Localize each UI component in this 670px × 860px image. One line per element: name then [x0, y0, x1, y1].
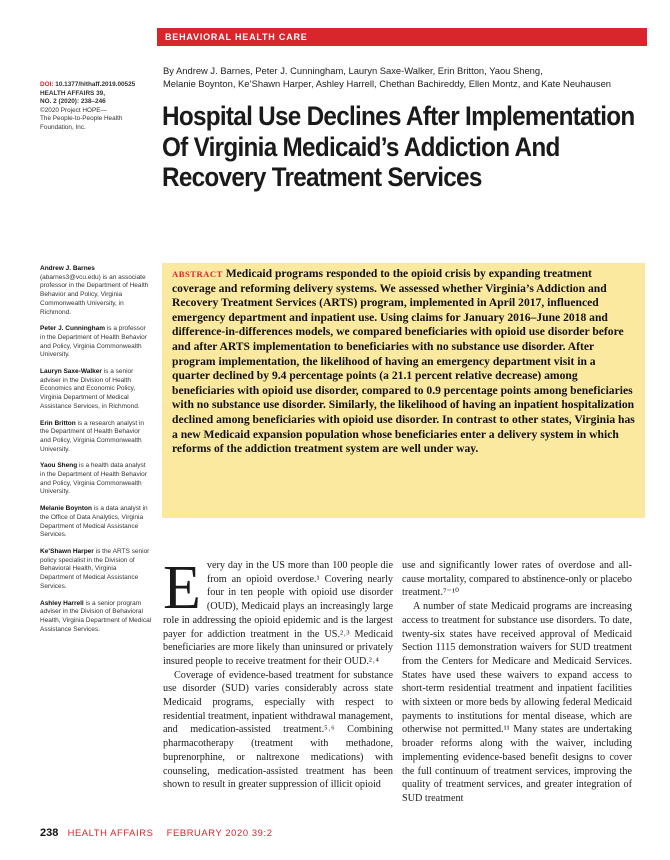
- bio-name: Ashley Harrell: [40, 599, 84, 607]
- bio-text: is a data analyst in the Office of Data Analytics, Virginia Department of Medical Assistance Services.: [40, 505, 148, 539]
- body-paragraph: use and significantly lower rates of overdose and all-cause mortality, compared to abstinence-only or placebo treatment.⁷⁻¹⁰: [402, 560, 632, 599]
- footer-journal: HEALTH AFFAIRS: [67, 827, 154, 838]
- body-paragraph: Coverage of evidence-based treatment for substance use disorder (SUD) varies considerably across state Medicaid programs, especially with respect to residential treatment, inpatient withdrawal management, and medication-assisted treatment.⁵˒⁶ Combining pharmacotherapy (treatment with methadone, buprenorphine, or naltrexone medications) with counseling, medication-assisted treatment has been shown to result in greater suppression of illicit opioid: [163, 669, 393, 791]
- author-bio: [40, 505, 152, 540]
- bio-name: Melanie Boynton: [40, 505, 93, 513]
- journal-issue: NO. 2 (2020): 238–246: [40, 98, 106, 106]
- author-bio: [40, 265, 152, 317]
- doi-label: DOI:: [40, 81, 54, 88]
- section-banner: BEHAVIORAL HEALTH CARE: [157, 28, 647, 46]
- author-bio: [40, 462, 152, 497]
- copyright: ©2020 Project HOPE—: [40, 106, 107, 114]
- bio-text: is a senior program adviser in the Division of Behavioral Health, Virginia Department of Medical Assistance Services.: [40, 599, 152, 633]
- body-column-2: [402, 559, 632, 806]
- bio-text: is a research analyst in the Department of Health Behavior and Policy, Virginia Commonwealth University.: [40, 419, 145, 453]
- abstract-label: ABSTRACT: [172, 269, 223, 279]
- page-number: 238: [40, 827, 59, 839]
- bio-name: Erin Britton: [40, 419, 76, 427]
- doi-link[interactable]: 10.1377/hlthaff.2019.00525: [55, 81, 136, 88]
- bio-text: is a health data analyst in the Department of Health Behavior and Policy, Virginia Commonwealth University.: [40, 462, 147, 496]
- abstract-box: [162, 263, 645, 518]
- article-metadata: [40, 81, 152, 133]
- abstract-text: Medicaid programs responded to the opioid crisis by expanding treatment coverage and reforming delivery systems. We assessed whether Virginia’s Addiction and Recovery Treatment Services (ARTS) program, implemented in April 2017, influenced emergency department and inpatient use. Using claims for January 2016–June 2018 and difference-in-differences models, we compared beneficiaries with opioid use disorder before and after ARTS implementation to beneficiaries with no substance use disorder. After program implementation, the likelihood of having an emergency department visit in a quarter declined by 9.4 percentage points (a 21.1 percent relative decrease) among beneficiaries with opioid use disorder, compared to 0.9 percentage points among beneficiaries with no substance use disorder. Similarly, the likelihood of having an inpatient hospitalization declined among beneficiaries with opioid use disorder. In contrast to other states, Virginia has a new Medicaid expansion population whose beneficiaries enter a delivery system in which reforms of the addiction treatment system are well under way.: [172, 267, 635, 456]
- doi-line: [40, 81, 152, 90]
- bio-name: Ke’Shawn Harper: [40, 547, 94, 555]
- author-line-1: By Andrew J. Barnes, Peter J. Cunningham, Lauryn Saxe-Walker, Erin Britton, Yaou Sheng,: [163, 65, 543, 76]
- author-bio: [40, 548, 152, 592]
- article-title: Hospital Use Declines After Implementation Of Virginia Medicaid’s Addiction And Recovery Treatment Services: [162, 101, 635, 192]
- bio-name: Peter J. Cunningham: [40, 325, 106, 333]
- footer-volume: 39:2: [251, 827, 273, 838]
- author-line-2: Melanie Boynton, Ke’Shawn Harper, Ashley Harrell, Chethan Bachireddy, Ellen Montz, and Kate Neuhausen: [163, 78, 612, 89]
- publisher-line-2: Foundation, Inc.: [40, 123, 86, 131]
- bio-name: Lauryn Saxe-Walker: [40, 368, 102, 376]
- bio-name: Andrew J. Barnes: [40, 265, 95, 272]
- bio-text: (abarnes3@vcu.edu) is an associate professor in the Department of Health Behavior and Policy, Virginia Commonwealth University, in Richmond.: [40, 273, 149, 316]
- author-bios: [40, 265, 152, 642]
- body-paragraph: very day in the US more than 100 people die from an opioid overdose.¹ Covering nearly four in ten people with opioid use disorder (OUD), Medicaid plays an increasingly large role in addressing the opioid epidemic and is the largest payer for addiction treatment in the US.²˒³ Medicaid beneficiaries are more likely than uninsured or privately insured people to receive treatment for their OUD.²˒⁴: [163, 560, 393, 667]
- author-bio: [40, 600, 152, 635]
- author-bio: [40, 325, 152, 360]
- author-bio: [40, 368, 152, 412]
- page-footer: [40, 827, 640, 839]
- publisher-line-1: The People-to-People Health: [40, 115, 123, 123]
- body-paragraph: A number of state Medicaid programs are increasing access to treatment for substance use disorders. To date, twenty-six states have received approval of Medicaid Section 1115 demonstration waivers for SUD treatment from the Centers for Medicare and Medicaid Services. States have used these waivers to expand access to short-term residential treatment and inpatient facilities with sixteen or more beds by allowing federal Medicaid payments to institutions for mental disease, which are otherwise not permitted.¹¹ Many states are undertaking broader reforms along with the waiver, including implementing evidence-based benefit designs to cover the full continuum of treatment services, improving the quality of treatment services, and greater integration of SUD treatment: [402, 601, 632, 804]
- bio-text: is a professor in the Department of Health Behavior and Policy, Virginia Commonwealth University.: [40, 325, 147, 359]
- author-list: [163, 64, 653, 90]
- journal-volume: HEALTH AFFAIRS 39,: [40, 89, 105, 97]
- drop-cap: E: [163, 554, 201, 622]
- author-bio: [40, 420, 152, 455]
- bio-name: Yaou Sheng: [40, 462, 78, 470]
- bio-text: is the ARTS senior policy specialist in the Division of Behavioral Health, Virginia Department of Medical Assistance Services.: [40, 547, 150, 590]
- footer-date: FEBRUARY 2020: [166, 827, 249, 838]
- body-column-1: [163, 554, 393, 792]
- bio-text: is a senior adviser in the Division of Health Economics and Economic Policy, Virginia Department of Medical Assistance Services, in Richmond.: [40, 368, 140, 410]
